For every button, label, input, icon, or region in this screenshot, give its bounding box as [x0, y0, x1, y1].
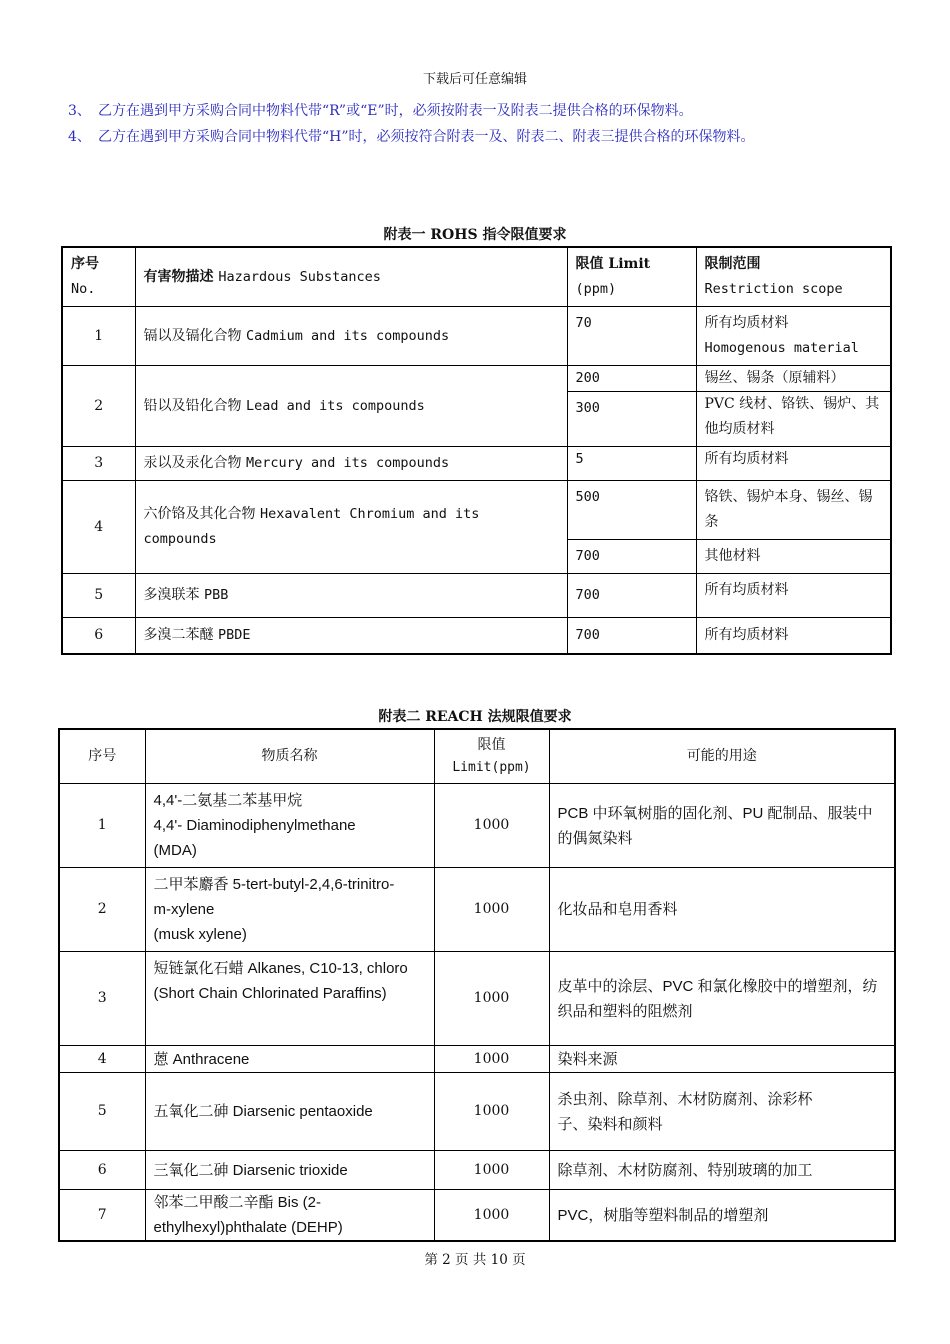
row-scope: 所有均质材料: [696, 447, 891, 481]
substance-cn: 铅以及铅化合物: [143, 397, 242, 414]
table1-caption: 附表一 ROHS 指令限值要求: [383, 227, 567, 243]
row-no: 3: [59, 952, 145, 1046]
row-scope: 所有均质材料: [696, 618, 891, 654]
substance-en: Cadmium and its compounds: [245, 327, 450, 344]
header-substance-cn: 有害物描述: [143, 268, 214, 285]
row-substance: [135, 366, 567, 447]
page-number: 第 2 页 共 10 页: [424, 1252, 526, 1268]
clause-4: [68, 126, 755, 146]
header-no-cn: 序号: [71, 256, 99, 272]
header-limit-unit: Limit(ppm): [452, 760, 531, 775]
row-no: 6: [59, 1151, 145, 1190]
substance-en: Mercury and its compounds: [245, 455, 450, 471]
header-scope-cn: 限制范围: [704, 256, 761, 272]
row-limit: 1000: [434, 1151, 549, 1190]
header-name: 物质名称: [145, 729, 434, 784]
row-no: 2: [62, 366, 135, 447]
header-no-en: No.: [71, 281, 96, 297]
row-no: 5: [59, 1073, 145, 1151]
table-row: [59, 1190, 895, 1242]
row-substance: [135, 618, 567, 654]
table-row: [59, 1151, 895, 1190]
row-scope: PVC 线材、铬铁、锡炉、其他均质材料: [696, 392, 891, 447]
header-limit-label: 限值 Limit: [575, 256, 651, 272]
header-use: 可能的用途: [549, 729, 895, 784]
name-line: 二甲苯麝香 5-tert-butyl-2,4,6-trinitro-: [153, 876, 395, 893]
row-limit: 500: [567, 481, 696, 540]
header-substance-en: Hazardous Substances: [218, 268, 381, 285]
row-limit: 5: [567, 447, 696, 481]
name-line: 4,4'- Diaminodiphenylmethane: [153, 817, 356, 834]
table-row: [59, 1073, 895, 1151]
header-scope-en: Restriction scope: [704, 281, 843, 297]
row-name: 五氧化二砷 Diarsenic pentaoxide: [145, 1073, 434, 1151]
table-row: [62, 574, 891, 618]
row-scope: 所有均质材料: [696, 574, 891, 618]
row-scope: 锡丝、锡条（原辅料）: [696, 366, 891, 392]
substance-en: Hexavalent Chromium and its compounds: [143, 506, 480, 547]
clause-3: [68, 100, 693, 120]
header-limit: [567, 247, 696, 307]
row-limit: 700: [567, 574, 696, 618]
row-use: 杀虫剂、除草剂、木材防腐剂、涂彩杯子、染料和颜料: [549, 1073, 895, 1151]
table-row: [62, 307, 891, 366]
name-line: 4,4'-二氨基二苯基甲烷: [153, 792, 303, 809]
header-limit-unit: (ppm): [575, 281, 617, 297]
header-limit: [434, 729, 549, 784]
header-no: [62, 247, 135, 307]
row-name: [145, 1190, 434, 1242]
substance-cn: 汞以及汞化合物: [143, 455, 242, 471]
row-substance: [135, 307, 567, 366]
document-header: 下载后可任意编辑: [422, 71, 527, 86]
header-no: 序号: [59, 729, 145, 784]
substance-en: Lead and its compounds: [245, 397, 425, 414]
table-row: [59, 784, 895, 868]
substance-cn: 镉以及镉化合物: [143, 327, 242, 344]
scope-en: Homogenous material: [704, 340, 859, 356]
table-row: [62, 447, 891, 481]
header-substance: [135, 247, 567, 307]
table-row: [59, 952, 895, 1046]
row-no: 4: [59, 1046, 145, 1073]
row-name: 三氧化二砷 Diarsenic trioxide: [145, 1151, 434, 1190]
table2-caption: 附表二 REACH 法规限值要求: [378, 709, 572, 725]
rohs-limit-table: [61, 246, 892, 655]
table-header-row: [62, 247, 891, 307]
row-no: 6: [62, 618, 135, 654]
name-line: ethylhexyl)phthalate (DEHP): [153, 1219, 343, 1236]
table-row: [62, 481, 891, 540]
row-no: 2: [59, 868, 145, 952]
table-row: [59, 868, 895, 952]
row-use: 染料来源: [549, 1046, 895, 1073]
row-no: 1: [62, 307, 135, 366]
row-use: 皮革中的涂层、PVC 和氯化橡胶中的增塑剂，纺织品和塑料的阻燃剂: [549, 952, 895, 1046]
table-row: [62, 366, 891, 392]
row-scope: 其他材料: [696, 540, 891, 574]
row-limit: 1000: [434, 1190, 549, 1242]
row-limit: 1000: [434, 1046, 549, 1073]
row-use: PCB 中环氧树脂的固化剂、PU 配制品、服装中的偶氮染料: [549, 784, 895, 868]
table-header-row: [59, 729, 895, 784]
row-name: [145, 952, 434, 1046]
name-line: (Short Chain Chlorinated Paraffins): [153, 985, 387, 1002]
substance-cn: 多溴联苯: [143, 587, 200, 603]
name-line: (MDA): [153, 842, 197, 859]
reach-limit-table: [58, 728, 896, 1242]
row-no: 4: [62, 481, 135, 574]
table-row: [59, 1046, 895, 1073]
clause-text: 乙方在遇到甲方采购合同中物料代带“H”时，必须按符合附表一及、附表二、附表三提供合格的环保物料。: [98, 129, 755, 145]
row-limit: 700: [567, 618, 696, 654]
row-scope: 铬铁、锡炉本身、锡丝、锡条: [696, 481, 891, 540]
row-limit: 200: [567, 366, 696, 392]
row-scope: [696, 307, 891, 366]
substance-cn: 六价铬及其化合物: [143, 506, 256, 522]
row-name: [145, 784, 434, 868]
name-line: 邻苯二甲酸二辛酯 Bis (2-: [153, 1194, 322, 1211]
row-limit: 70: [567, 307, 696, 366]
row-use: 除草剂、木材防腐剂、特别玻璃的加工: [549, 1151, 895, 1190]
clause-number: 4、: [68, 129, 91, 145]
name-line: (musk xylene): [153, 926, 247, 943]
row-substance: [135, 447, 567, 481]
row-limit: 1000: [434, 1073, 549, 1151]
row-use: 化妆品和皂用香料: [549, 868, 895, 952]
row-limit: 1000: [434, 868, 549, 952]
row-no: 3: [62, 447, 135, 481]
row-name: [145, 868, 434, 952]
row-substance: [135, 574, 567, 618]
header-limit-label: 限值: [477, 737, 506, 753]
name-line: 短链氯化石蜡 Alkanes, C10-13, chloro: [153, 960, 408, 977]
clause-number: 3、: [68, 103, 91, 119]
row-limit: 700: [567, 540, 696, 574]
substance-cn: 多溴二苯醚: [143, 626, 214, 643]
table-row: [62, 618, 891, 654]
row-name: 蒽 Anthracene: [145, 1046, 434, 1073]
row-substance: [135, 481, 567, 574]
name-line: m-xylene: [153, 901, 215, 918]
row-limit: 1000: [434, 784, 549, 868]
row-no: 7: [59, 1190, 145, 1242]
substance-en: PBDE: [217, 626, 251, 643]
substance-en: PBB: [203, 587, 229, 603]
row-no: 5: [62, 574, 135, 618]
row-limit: 1000: [434, 952, 549, 1046]
row-use: PVC，树脂等塑料制品的增塑剂: [549, 1190, 895, 1242]
row-limit: 300: [567, 392, 696, 447]
header-scope: [696, 247, 891, 307]
clause-text: 乙方在遇到甲方采购合同中物料代带“R”或“E”时，必须按附表一及附表二提供合格的环保物料。: [98, 103, 693, 119]
row-no: 1: [59, 784, 145, 868]
scope-cn: 所有均质材料: [704, 315, 789, 331]
